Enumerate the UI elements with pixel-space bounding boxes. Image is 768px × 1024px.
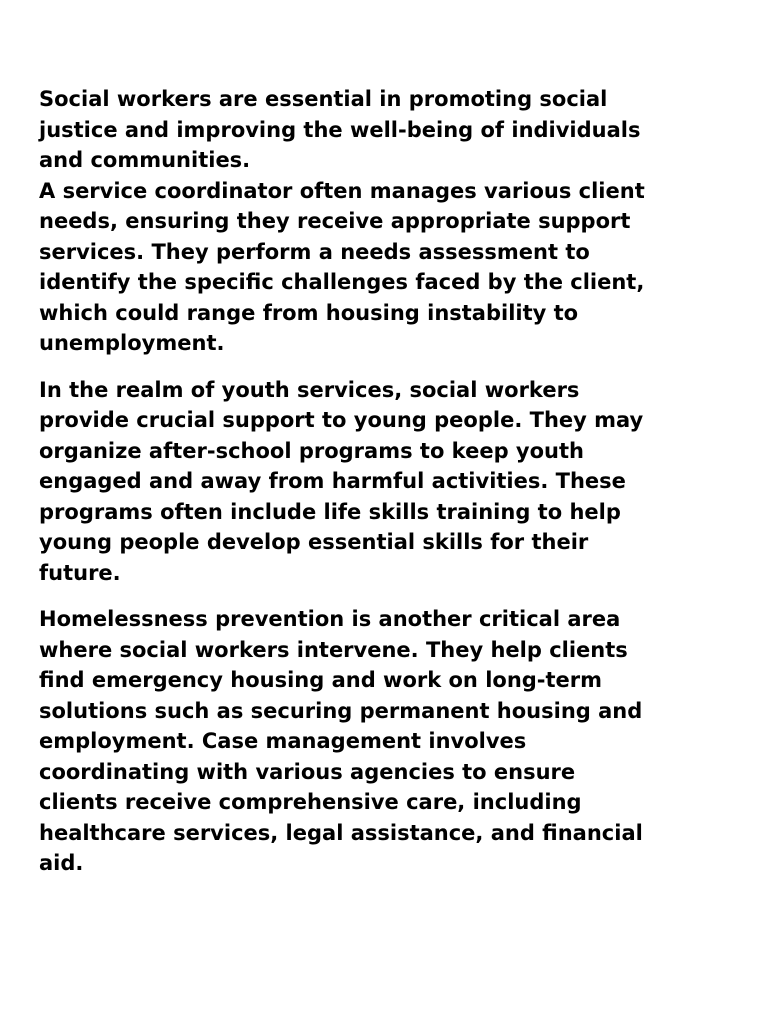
text-line: programs often include life skills training to help	[39, 499, 621, 524]
text-line: future.	[39, 560, 121, 585]
text-line: A service coordinator often manages various client	[39, 178, 645, 203]
text-line: where social workers intervene. They help clients	[39, 637, 628, 662]
paragraph-youth-services	[39, 375, 739, 589]
text-line: needs, ensuring they receive appropriate support	[39, 209, 631, 233]
text-line: services. They perform a needs assessment to	[39, 239, 590, 264]
text-line: Homelessness prevention is another critical area	[39, 607, 621, 631]
document-body	[39, 84, 739, 895]
text-line: which could range from housing instability to	[39, 300, 579, 325]
text-line: coordinating with various agencies to ensure	[39, 759, 576, 784]
text-line: In the realm of youth services, social workers	[39, 377, 580, 402]
text-line: justice and improving the well-being of individuals	[39, 117, 641, 142]
text-line: identify the specific challenges faced by the client,	[39, 270, 645, 294]
text-line: and communities.	[39, 148, 251, 172]
text-line: aid.	[39, 851, 84, 875]
text-line: clients receive comprehensive care, including	[39, 790, 582, 814]
text-line: organize after-school programs to keep youth	[39, 438, 584, 463]
text-line: Social workers are essential in promoting social	[39, 87, 608, 111]
text-line: solutions such as securing permanent housing and	[39, 698, 643, 723]
text-line: healthcare services, legal assistance, and financial	[39, 820, 643, 845]
text-line: unemployment.	[39, 331, 225, 355]
text-line: engaged and away from harmful activities. These	[39, 469, 626, 493]
paragraph-intro	[39, 84, 739, 359]
text-line: employment. Case management involves	[39, 729, 527, 753]
text-line: young people develop essential skills for their	[39, 530, 589, 554]
text-line: find emergency housing and work on long-term	[39, 668, 603, 692]
paragraph-homelessness	[39, 604, 739, 879]
text-line: provide crucial support to young people. They may	[39, 408, 644, 432]
